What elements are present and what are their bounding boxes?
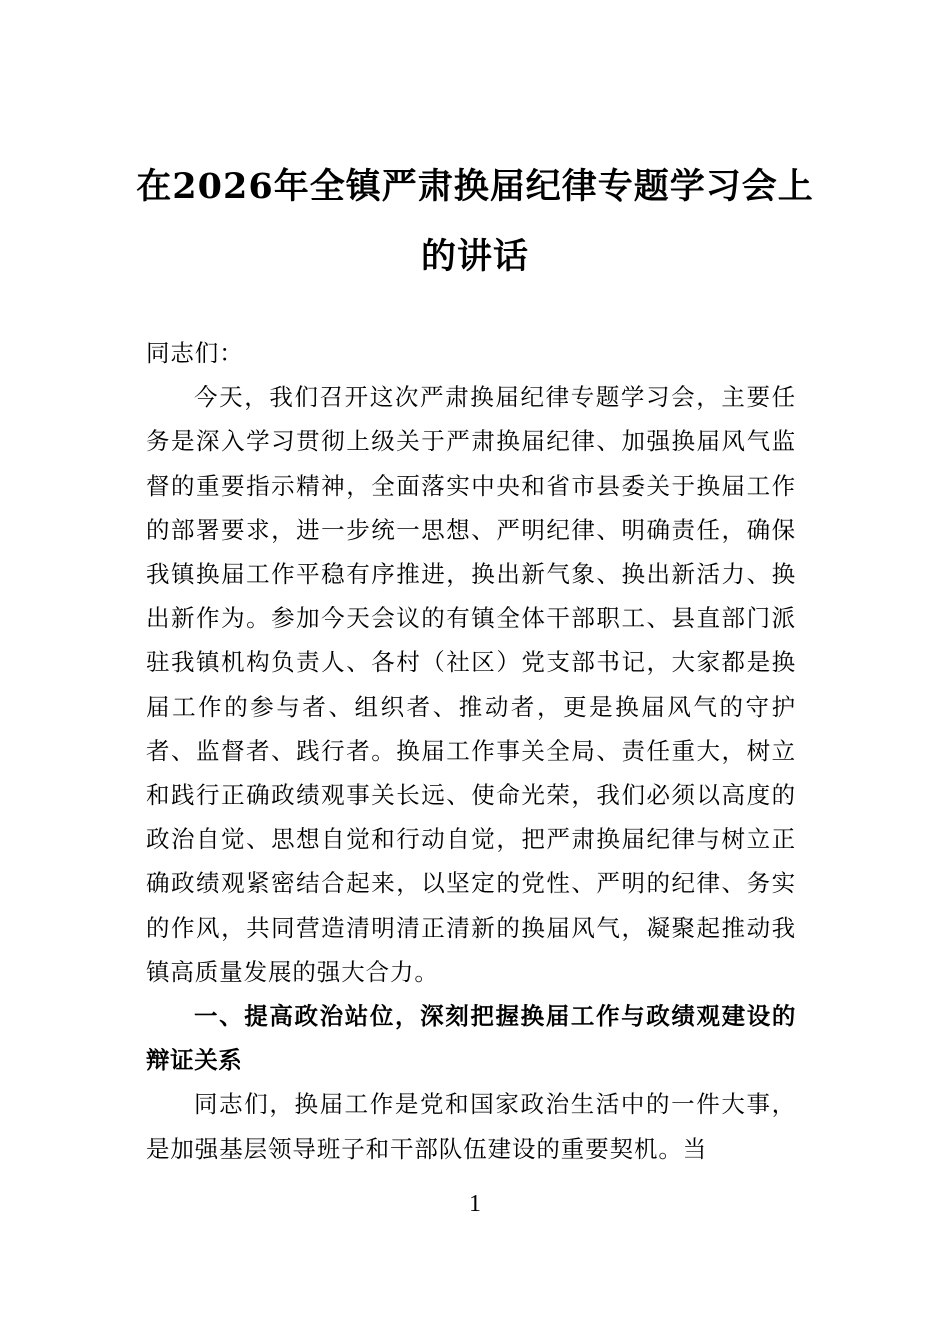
title-line-1: 在2026年全镇严肃换届纪律专题学习会上 bbox=[136, 166, 814, 207]
section-1-paragraph: 同志们，换届工作是党和国家政治生活中的一件大事，是加强基层领导班子和干部队伍建设的重要契机。当 bbox=[146, 1090, 796, 1163]
document-title bbox=[110, 152, 840, 292]
salutation: 同志们： bbox=[146, 339, 244, 367]
opening-paragraph: 今天，我们召开这次严肃换届纪律专题学习会，主要任务是深入学习贯彻上级关于严肃换届纪律、加强换届风气监督的重要指示精神，全面落实中央和省市县委关于换届工作的部署要求，进一步统一思想、严明纪律、明确责任，确保我镇换届工作平稳有序推进，换出新气象、换出新活力、换出新作为。参加今天会议的有镇全体干部职工、县直部门派驻我镇机构负责人、各村（社区）党支部书记，大家都是换届工作的参与者、组织者、推动者，更是换届风气的守护者、监督者、践行者。换届工作事关全局、责任重大，树立和践行正确政绩观事关长远、使命光荣，我们必须以高度的政治自觉、思想自觉和行动自觉，把严肃换届纪律与树立正确政绩观紧密结合起来，以坚定的党性、严明的纪律、务实的作风，共同营造清明清正清新的换届风气，凝聚起推动我镇高质量发展的强大合力。 bbox=[146, 383, 796, 986]
title-line-2: 的讲话 bbox=[420, 236, 529, 277]
section-heading-1: 一、提高政治站位，深刻把握换届工作与政绩观建设的辩证关系 bbox=[146, 1002, 796, 1075]
page-number: 1 bbox=[469, 1191, 481, 1217]
document-body bbox=[146, 331, 796, 1171]
